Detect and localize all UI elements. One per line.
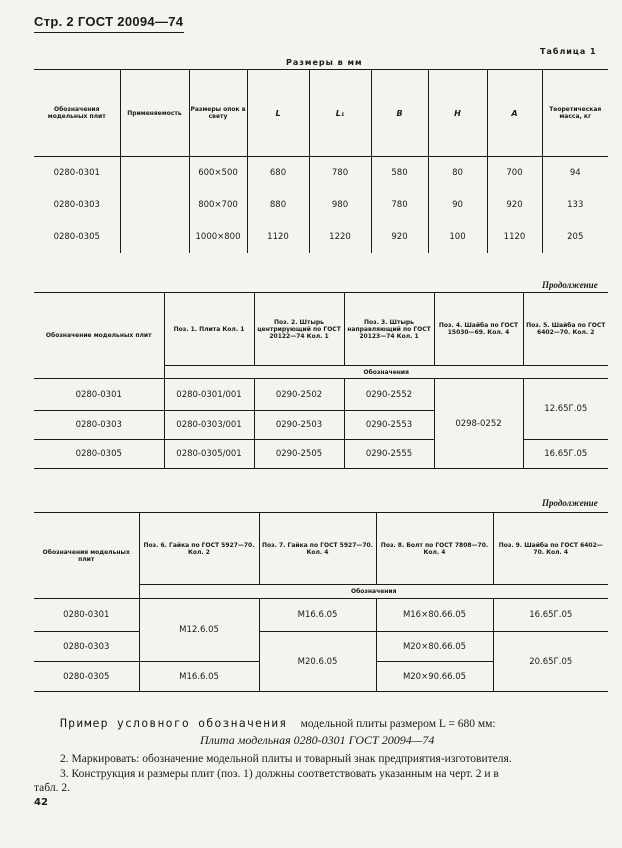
t3-col-pos7: Поз. 7. Гайка по ГОСТ 5927—70. Кол. 4 xyxy=(259,513,376,585)
t1-col-flask: Размеры опок в свету xyxy=(189,70,247,157)
t1-col-L1: L₁ xyxy=(309,70,371,157)
t1-r2-c6: 100 xyxy=(428,221,487,253)
page-label: Стр. 2 ГОСТ 20094—74 xyxy=(34,14,184,29)
t3-c7-top: М16.6.05 xyxy=(259,599,376,632)
t1-r2-c0: 0280-0305 xyxy=(34,221,120,253)
t2-r0-c2: 0290-2502 xyxy=(254,379,344,411)
t1-r2-c2: 1000×800 xyxy=(189,221,247,253)
t1-col-L: L xyxy=(247,70,309,157)
t3-r0-c0: 0280-0301 xyxy=(34,599,139,632)
t3-col-pos9: Поз. 9. Шайба по ГОСТ 6402—70. Кол. 4 xyxy=(493,513,608,585)
example-label: Пример условного обозначения xyxy=(60,716,288,730)
t3-r1-c8: М20×80.66.05 xyxy=(376,632,493,662)
t2-r1-c3: 0290-2553 xyxy=(344,411,434,440)
t3-col-pos6: Поз. 6. Гайка по ГОСТ 5927—70. Кол. 2 xyxy=(139,513,259,585)
table1-label: Таблица 1 xyxy=(540,47,597,56)
t2-r2-c2: 0290-2505 xyxy=(254,440,344,469)
table2-caption: Продолжение xyxy=(542,280,598,290)
t1-r0-c5: 580 xyxy=(371,157,428,189)
t1-r1-c0: 0280-0303 xyxy=(34,189,120,221)
table2 xyxy=(34,292,608,469)
t1-col-designation: Обозначения модельных плит xyxy=(34,70,120,157)
t2-col5-bottom: 16.65Г.05 xyxy=(523,440,608,469)
t3-c6-merged: М12.6.05 xyxy=(139,599,259,662)
t1-r2-c3: 1120 xyxy=(247,221,309,253)
t1-r1-c1 xyxy=(120,189,189,221)
t2-r1-c2: 0290-2503 xyxy=(254,411,344,440)
t3-c7-merged: М20.6.05 xyxy=(259,632,376,692)
t1-r1-c3: 880 xyxy=(247,189,309,221)
item-3-line1: 3. Конструкция и размеры плит (поз. 1) должны соответствовать указанным на черт. 2 и в xyxy=(60,768,499,780)
t1-r2-c8: 205 xyxy=(542,221,608,253)
t1-r1-c4: 980 xyxy=(309,189,371,221)
t1-r1-c7: 920 xyxy=(487,189,542,221)
t2-r2-c0: 0280-0305 xyxy=(34,440,164,469)
t3-c9-top: 16.65Г.05 xyxy=(493,599,608,632)
page-header xyxy=(34,14,183,29)
t3-col-designation: Обозначения модельных плит xyxy=(34,513,139,599)
t1-r2-c4: 1220 xyxy=(309,221,371,253)
t1-r0-c4: 780 xyxy=(309,157,371,189)
t1-r1-c8: 133 xyxy=(542,189,608,221)
t2-col-pos1: Поз. 1. Плита Кол. 1 xyxy=(164,293,254,366)
t1-r0-c2: 600×500 xyxy=(189,157,247,189)
t1-r1-c2: 800×700 xyxy=(189,189,247,221)
t1-r0-c0: 0280-0301 xyxy=(34,157,120,189)
t3-r0-c8: М16×80.66.05 xyxy=(376,599,493,632)
t2-col-pos2: Поз. 2. Штырь центрирующий по ГОСТ 20122—74 Кол. 1 xyxy=(254,293,344,366)
t2-col5-top: 12.65Г.05 xyxy=(523,379,608,440)
t1-col-H: H xyxy=(428,70,487,157)
t3-c9-merged: 20.65Г.05 xyxy=(493,632,608,692)
header-rule xyxy=(34,32,184,33)
example-designation: Плита модельная 0280-0301 ГОСТ 20094—74 xyxy=(200,733,435,747)
example-rest: модельной плиты размером L = 680 мм: xyxy=(300,718,496,730)
t2-r0-c1: 0280-0301/001 xyxy=(164,379,254,411)
t1-r2-c1 xyxy=(120,221,189,253)
t2-sub-header: Обозначения xyxy=(164,366,608,379)
t2-col-pos4: Поз. 4. Шайба по ГОСТ 15030—69. Кол. 4 xyxy=(434,293,523,366)
t1-r0-c1 xyxy=(120,157,189,189)
t2-r1-c0: 0280-0303 xyxy=(34,411,164,440)
t1-r2-c7: 1120 xyxy=(487,221,542,253)
t2-r2-c1: 0280-0305/001 xyxy=(164,440,254,469)
t1-r0-c7: 700 xyxy=(487,157,542,189)
t3-r1-c0: 0280-0303 xyxy=(34,632,139,662)
t1-col-usage: Применяемость xyxy=(120,70,189,157)
t2-col-designation: Обозначение модельных плит xyxy=(34,293,164,379)
table3 xyxy=(34,512,608,692)
t2-r2-c3: 0290-2555 xyxy=(344,440,434,469)
t2-r0-c0: 0280-0301 xyxy=(34,379,164,411)
t1-r0-c3: 680 xyxy=(247,157,309,189)
t3-r2-c0: 0280-0305 xyxy=(34,662,139,692)
t1-r0-c6: 80 xyxy=(428,157,487,189)
item-2: 2. Маркировать: обозначение модельной плиты и товарный знак предприятия-изготовителя. xyxy=(60,753,512,765)
t2-col-pos3: Поз. 3. Штырь направляющий по ГОСТ 20123—74 Кол. 1 xyxy=(344,293,434,366)
t3-c6-bottom: М16.6.05 xyxy=(139,662,259,692)
t2-r0-c3: 0290-2552 xyxy=(344,379,434,411)
t1-r1-c6: 90 xyxy=(428,189,487,221)
t3-r2-c8: М20×90.66.05 xyxy=(376,662,493,692)
t2-r1-c1: 0280-0303/001 xyxy=(164,411,254,440)
t2-col-pos5: Поз. 5. Шайба по ГОСТ 6402—70. Кол. 2 xyxy=(523,293,608,366)
t1-col-mass: Теоретическая масса, кг xyxy=(542,70,608,157)
table1-group-header: Размеры в мм xyxy=(286,58,363,67)
t3-sub-header: Обозначения xyxy=(139,585,608,599)
t2-col4-merged: 0298-0252 xyxy=(434,379,523,469)
t1-r2-c5: 920 xyxy=(371,221,428,253)
t1-r1-c5: 780 xyxy=(371,189,428,221)
item-3-line2: табл. 2. xyxy=(34,782,70,794)
example-line xyxy=(60,712,496,731)
page-number: 42 xyxy=(34,797,48,808)
table1 xyxy=(34,69,608,253)
t1-col-A: A xyxy=(487,70,542,157)
t3-col-pos8: Поз. 8. Болт по ГОСТ 7808—70. Кол. 4 xyxy=(376,513,493,585)
t1-col-B: B xyxy=(371,70,428,157)
t1-r0-c8: 94 xyxy=(542,157,608,189)
table3-caption: Продолжение xyxy=(542,498,598,508)
